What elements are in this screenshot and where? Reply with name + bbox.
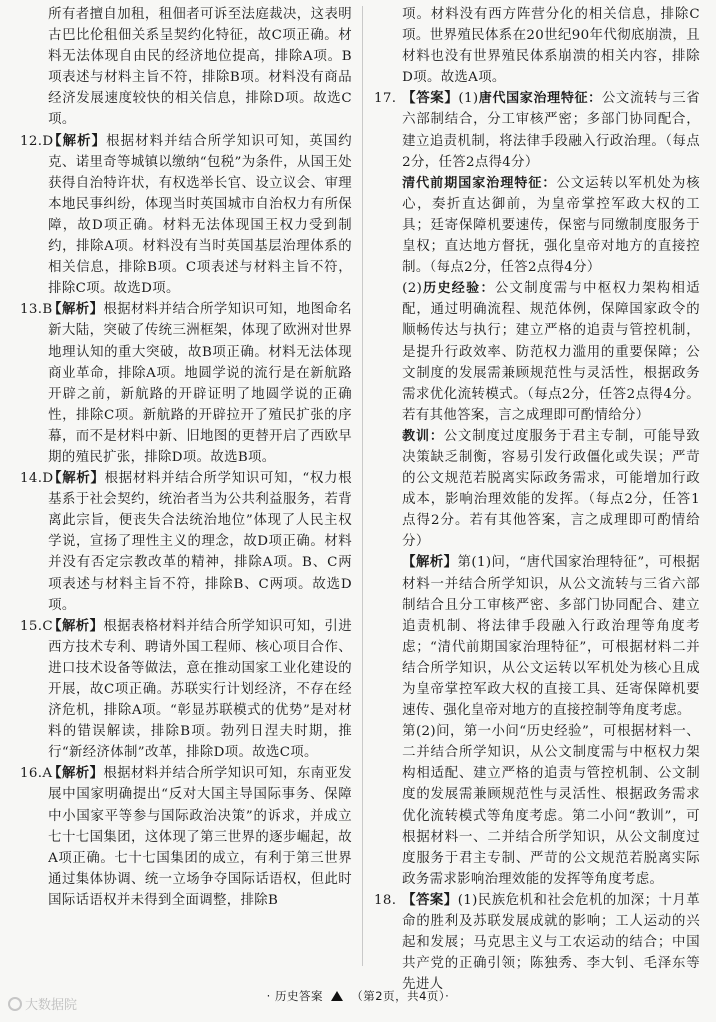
item-number: 16.A — [20, 766, 53, 782]
carry-over-paragraph: 项。材料没有西方阵营分化的相关信息，排除C项。世界殖民体系在20世纪90年代彻底崩溃，且材料也没有世界殖民体系崩溃的相关内容，排除D项。故选A项。 — [402, 7, 700, 86]
right-column — [374, 4, 700, 995]
column-divider — [362, 6, 363, 966]
lesson-title: 教训： — [402, 428, 444, 444]
analysis-tag: 【解析】 — [48, 617, 104, 634]
answer-tag: 【答案】 — [402, 90, 459, 107]
analysis-tag: 【解析】 — [48, 132, 107, 149]
tang-features-title: 唐代国家治理特征： — [478, 91, 602, 107]
answer-item-12 — [20, 131, 352, 300]
item-text: 根据材料并结合所学知识可知，东南亚发展中国家明确提出“反对大国主导国际事务、保障中小国家平等参与国际政治决策”的诉求，并成立七十七国集团，这体现了第三世界的逐步崛起，故A项正确。七十七国集团的成立，有利于第三世界通过集体协调、统一立场争夺国际话语权，但此时国际话语权并未得到全面调整，排除B — [48, 766, 352, 908]
footer-page-number: （第2页，共4页）· — [351, 989, 450, 1003]
answer-tag: 【答案】 — [402, 891, 458, 908]
answer-item-15 — [20, 616, 352, 764]
part-marker: (2) — [402, 281, 423, 297]
part-marker: (1) — [458, 91, 479, 107]
answer-item-14 — [20, 468, 352, 616]
experience-text: 公文制度需与中枢权力架构相适配，通过明确流程、规范体例，保障国家政令的顺畅传达与执行；建立严格的追责与管控机制，是提升行政效率、防范权力滥用的重要保障；公文制度的发展需兼顾规范性与灵活性，根据政务需求优化流转模式。（每点2分，任答2点得4分。若有其他答案，言之成理即可酌情给分） — [402, 281, 700, 423]
item-text: 根据材料并结合所学知识可知，“权力根基系于社会契约，统治者当为公共利益服务，若背离此宗旨，便丧失合法统治地位”体现了人民主权学说，宣扬了理性主义的理念，故D项正确。材料并没有否定宗教改革的精神，排除A项。B、C两项表述与材料主旨不符，排除B、C两项。故选D项。 — [48, 471, 352, 613]
answer-item-16 — [20, 763, 352, 911]
experience-title: 历史经验： — [422, 281, 495, 297]
watermark-text: 大数据院 — [25, 998, 78, 1013]
intro-paragraph: 所有者擅自加租，租佃者可诉至法庭裁决，这表明古巴比伦租佃关系呈契约化特征，故C项正确。材料无法体现自由民的经济地位提高，排除A项。B项表述与材料主旨不符，排除B项。材料没有商品经济发展速度较快的相关信息，排除D项。故选C项。 — [48, 7, 352, 128]
qing-features-paragraph — [374, 173, 700, 278]
analysis-paragraph-1 — [374, 552, 700, 721]
item-number: 14.D — [20, 471, 54, 487]
item-number: 15.C — [20, 618, 53, 634]
qing-features-title: 清代前期国家治理特征： — [402, 175, 557, 191]
triangle-icon — [331, 991, 343, 1001]
analysis-tag: 【解析】 — [48, 470, 105, 487]
analysis-tag: 【解析】 — [48, 765, 104, 782]
footer-subject: · 历史答案 — [266, 989, 323, 1003]
answer-item-17 — [374, 88, 700, 890]
left-column — [20, 4, 352, 911]
tang-features-text: 公文流转与三省六部制结合，分工审核严密；多部门协同配合，建立追责机制，将法律手段融入行政治理。（每点2分，任答2点得4分） — [402, 91, 701, 170]
analysis-tag: 【解析】 — [48, 301, 104, 318]
watermark — [8, 994, 77, 1013]
page-footer — [0, 988, 716, 1004]
qing-features-text: 公文运转以军机处为核心，奏折直达御前，为皇帝掌控军政大权的工具；廷寄保障机要速传，保密与同缴制度服务于皇权；直达地方督抚，强化皇帝对地方的直接控制。（每点2分，任答2点得4分） — [402, 175, 700, 276]
item-number: 18. — [374, 892, 397, 908]
analysis-paragraph-2: 第(2)问，第一小问“历史经验”，可根据材料一、二并结合所学知识，从公文制度需与中枢权力架构相适配、建立严格的追责与管控机制、公文制度的发展需兼顾规范性与灵活性、根据政务需求优化流转模式等角度考虑。第二小问“教训”，可根据材料一、二并结合所学知识，从公文制度过度服务于君主专制、严苛的公文规范若脱离实际政务需求影响治理效能的发挥等角度考虑。 — [402, 724, 700, 887]
answer-item-13 — [20, 299, 352, 468]
item-text: 根据表格材料并结合所学知识可知，引进西方技术专利、聘请外国工程师、核心项目合作、进口技术设备等做法，意在推动国家工业化建设的开展，故C项正确。苏联实行计划经济，不存在经济危机，排除A项。“彰显苏联模式的优势”是对材料的错误解读，排除B项。勃列日涅夫时期，推行“新经济体制”改革，排除D项。故选C项。 — [48, 618, 352, 761]
analysis-tag: 【解析】 — [402, 554, 458, 571]
lesson-text: 公文制度过度服务于君主专制，可能导致决策缺乏制衡，容易引发行政僵化或失误；严苛的公文规范若脱离实际政务需求，可能增加行政成本，影响治理效能的发挥。（每点2分，任答1点得2分。若有其他答案，言之成理即可酌情给分） — [402, 428, 700, 550]
item-text: 根据材料并结合所学知识可知，英国约克、诺里奇等城镇以缴纳“包税”为条件，从国王处获得自治特许状，有权选举长官、设立议会、审理本地民事纠纷，体现当时英国城市自治权力有所保障，故D项正确。材料无法体现国王权力受到制约，排除A项。材料没有当时英国基层治理体系的相关信息，排除B项。C项表述与材料主旨不符，排除C项。故选D项。 — [48, 133, 352, 297]
item-number: 12.D — [20, 133, 54, 149]
item-number: 17. — [374, 91, 397, 107]
lesson-paragraph — [374, 426, 700, 553]
item-text: 根据材料并结合所学知识可知，地图命名新大陆，突破了传统三洲框架，体现了欧洲对世界地理认知的重大突破，故B项正确。材料无法体现商业革命，排除A项。地圆学说的流行是在新航路开辟之前，新航路的开辟证明了地圆学说的正确性，排除C项。新航路的开辟拉开了殖民扩张的序幕，而不是材料中新、旧地图的更替开启了西欧早期的殖民扩张，排除D项。故选B项。 — [48, 302, 352, 465]
experience-paragraph — [374, 278, 700, 426]
item-number: 13.B — [20, 302, 53, 318]
answer-item-18 — [374, 890, 700, 995]
analysis-text-1: 第(1)问，“唐代国家治理特征”，可根据材料一并结合所学知识，从公文流转与三省六部制结合且分工审核严密、多部门协同配合、建立追责机制、将法律手段融入行政治理等角度考虑；“清代前期国家治理特征”，可根据材料二并结合所学知识，从公文运转以军机处为核心且成为皇帝掌控军政大权的直接工具、廷寄保障机要速传、强化皇帝对地方的直接控制等角度考虑。 — [402, 555, 700, 719]
watermark-logo-icon — [8, 997, 22, 1011]
item-text: (1)民族危机和社会危机的加深；十月革命的胜利及苏联发展成就的影响；工人运动的兴起和发展；马克思主义与工农运动的结合；中国共产党的正确引领；陈独秀、李大钊、毛泽东等先进人 — [402, 892, 700, 993]
